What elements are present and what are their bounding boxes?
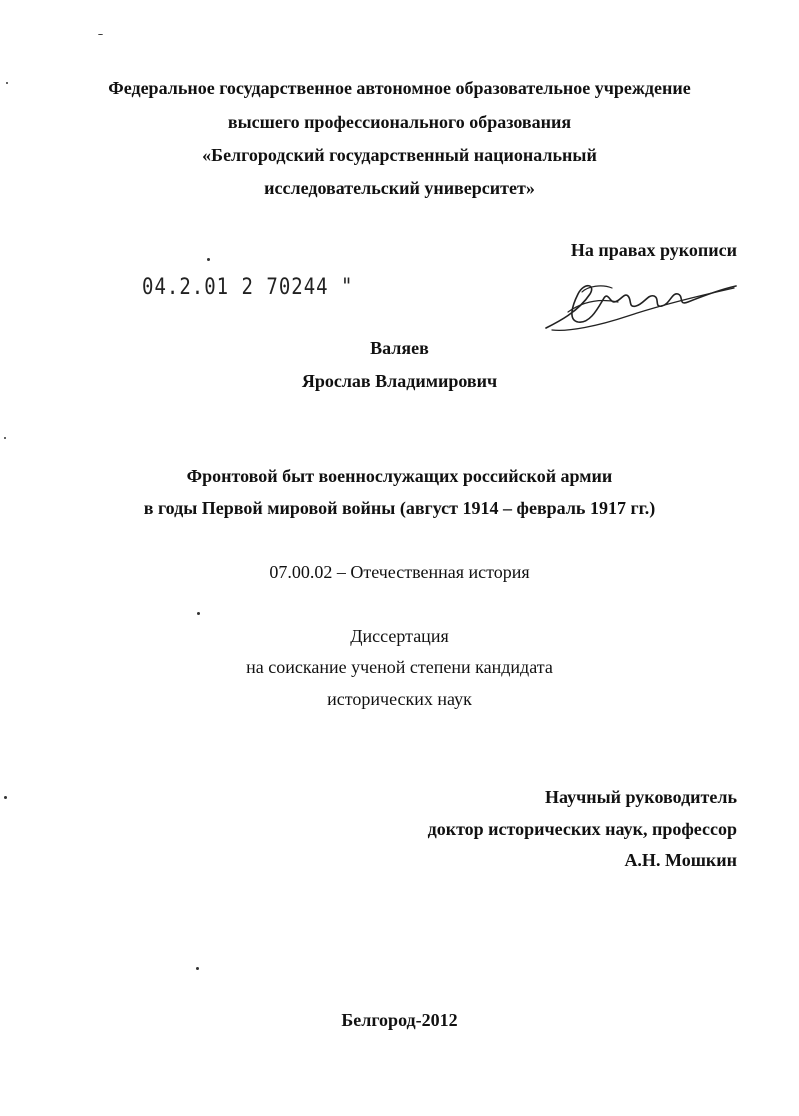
manuscript-note: На правах рукописи [570, 240, 737, 260]
author-surname: Валяев [370, 338, 429, 358]
scan-speck [207, 258, 210, 261]
institution-line-4: исследовательский университет» [264, 178, 535, 198]
institution-line-2: высшего профессионального образования [227, 112, 572, 132]
supervisor-credentials: доктор исторических наук, профессор [427, 819, 737, 839]
scan-speck [197, 612, 200, 615]
supervisor-label: Научный руководитель [545, 787, 737, 807]
institution-line-3: «Белгородский государственный национальный [202, 145, 597, 165]
author-given-names: Ярослав Владимирович [301, 371, 498, 391]
degree-line-2: на соискание ученой степени кандидата [246, 657, 553, 677]
supervisor-name: А.Н. Мошкин [624, 850, 737, 870]
signature-icon [538, 272, 738, 338]
scan-speck [98, 34, 103, 35]
institution-line-1: Федеральное государственное автономное образовательное учреждение [108, 78, 691, 98]
scan-speck [6, 82, 8, 84]
degree-line-1: Диссертация [350, 626, 449, 646]
city-year: Белгород-2012 [341, 1010, 458, 1030]
degree-line-3: исторических наук [327, 689, 472, 709]
scan-speck [4, 796, 7, 799]
registration-number: 04.2.01 2 70244 " [142, 274, 354, 300]
specialty-code: 07.00.02 – Отечественная история [269, 562, 530, 582]
scan-speck [196, 967, 199, 970]
thesis-title-line-2: в годы Первой мировой войны (август 1914 – февраль 1917 гг.) [143, 498, 656, 518]
thesis-title-line-1: Фронтовой быт военнослужащих российской армии [186, 466, 613, 486]
scan-speck [4, 437, 6, 439]
